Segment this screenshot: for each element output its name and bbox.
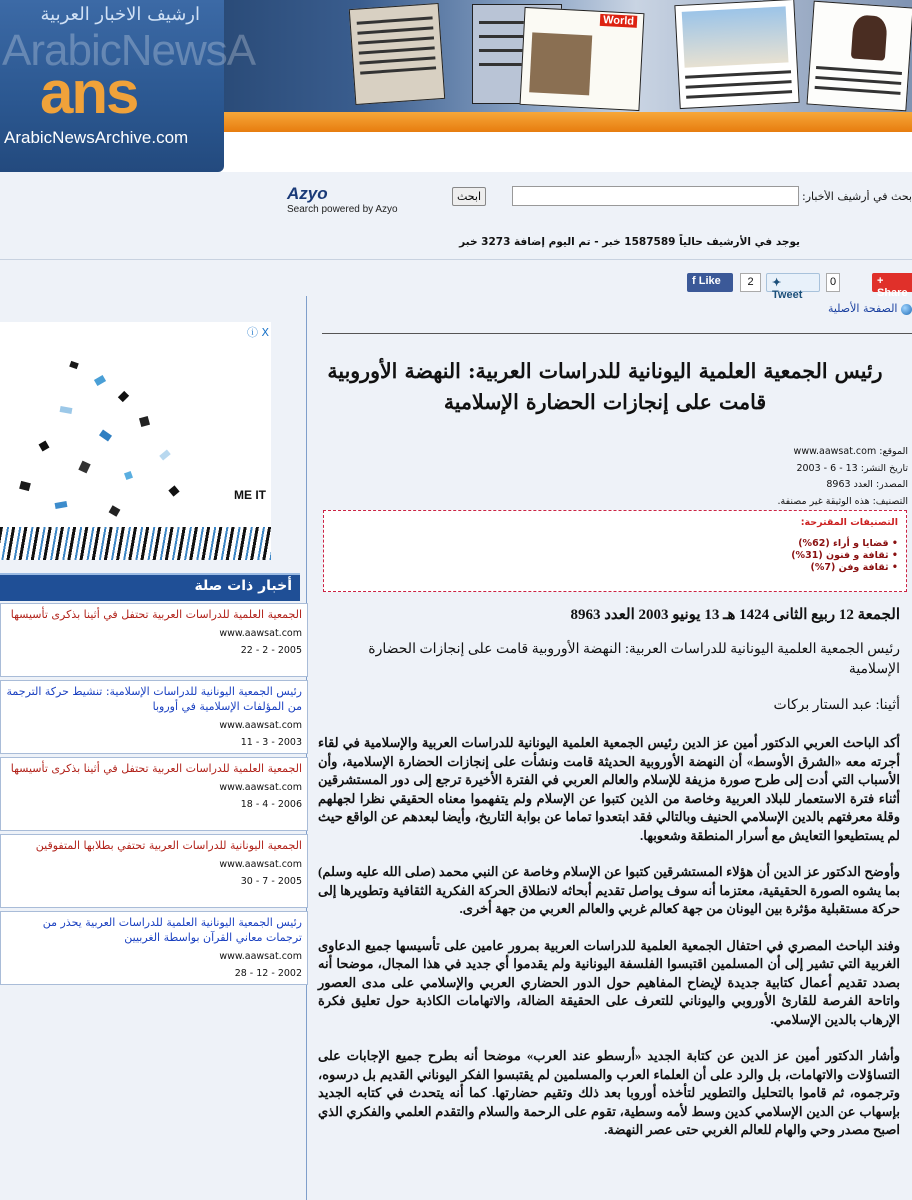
related-item-title[interactable]: الجمعية العلمية للدراسات العربية تحتفل في أثينا بذكرى تأسيسها <box>10 608 302 621</box>
article-paragraph: وأشار الدكتور أمين عز الدين عن كتابة الجديد «أرسطو عند العرب» موضحا أنه بطرح جميع الإجابات على التساؤلات والاتهامات، بل والرد على أن العلماء العرب والمسلمين لم يقتبسوا الفكر اليوناني القديم بل درسوه، وترجموه، ثم قاموا بالتحليل والتطوير لتأخذه أوروبا بعد ذلك وتقيم حضارتها. كما أنه يتحدث في كتابه الجديد بإسهاب عن الدين الإسلامي كدين وسط لأمه وسطية، تقوم على الرحمة والسلام والتقدم العلمي والفكري الذي اصبح مصدر وحي والهام للعالم الغربي حتى عصر النهضة. <box>318 1048 900 1137</box>
related-item-source: www.aawsat.com <box>219 782 302 793</box>
related-item-title[interactable]: الجمعية اليونانية للدراسات العربية تحتفي بطلابها المتفوقين <box>35 839 302 852</box>
ad-shard <box>94 375 106 386</box>
related-item-title[interactable]: الجمعية العلمية للدراسات العربية تحتفل في أثينا بذكرى تأسيسها <box>10 762 302 775</box>
header-divider <box>0 259 912 260</box>
azyo-logo-icon: Azyo <box>287 184 328 203</box>
meta-source: المصدر: العدد 8963 <box>826 479 908 490</box>
collage-world-label: World <box>600 14 638 28</box>
related-news-title: أخبار ذات صلة <box>0 573 300 601</box>
logo-url: ArabicNewsArchive.com <box>4 128 189 147</box>
share-button[interactable] <box>872 273 912 299</box>
related-item-date: 2005 - 2 - 22 <box>240 645 302 656</box>
original-page-label: الصفحة الأصلية <box>827 302 898 315</box>
related-item[interactable] <box>0 603 308 677</box>
tweet-button[interactable] <box>766 273 820 301</box>
related-item[interactable] <box>0 834 308 908</box>
logo-mark: ans <box>40 59 138 126</box>
collage-photo <box>682 6 789 67</box>
twitter-bird-icon: ✦ <box>772 277 782 289</box>
article-intro: رئيس الجمعية العلمية اليونانية للدراسات العربية: النهضة الأوروبية قامت على إنجازات الحضارة الإسلامية <box>368 642 900 677</box>
original-page-link[interactable] <box>800 302 912 315</box>
logo-watermark: ArabicNewsA <box>2 26 256 75</box>
suggested-tags-list <box>332 538 898 574</box>
article-body <box>318 602 900 1140</box>
ad-shard <box>19 481 31 491</box>
like-count: 2 <box>740 273 761 292</box>
related-item[interactable] <box>0 911 308 985</box>
ad-shard <box>159 449 171 460</box>
tag-item[interactable]: • ثقافة و فنون (31%) <box>332 550 898 562</box>
article-paragraph: وفند الباحث المصري في احتفال الجمعية العلمية للدراسات العربية بمرور عامين على تأسيسها جميع الدعاوى الغربية التي تشير إلى أن المسلمين اقتبسوا الفلسفة اليونانية ولم يقدموا أي جديد في هذا المجال، موضحا أنه بصدد تقديم أعمال كتابية جديدة لإيضاح المفاهيم حول الدور الحضاري العربي والإسلامي على مدى العصور واتاحة الفرصة للقارئ الأوروبي واليوناني للتعرف على الحقيقة الضالة، والاتهامات الكاذبة حول تعليق فكرة الإرهاب بالدين الإسلامي. <box>318 937 900 1027</box>
collage-clipping <box>674 0 799 109</box>
news-collage <box>222 0 912 130</box>
tag-item[interactable]: • قضايا و أراء (62%) <box>332 538 898 550</box>
article-top-rule <box>322 333 912 334</box>
search-input[interactable] <box>512 186 799 206</box>
ad-shard <box>109 505 121 516</box>
ad-shard <box>124 471 133 480</box>
ad-text: ME IT <box>234 488 266 502</box>
search-button[interactable]: ابحث <box>452 187 486 206</box>
share-label: Share <box>877 287 908 299</box>
ad-shard <box>39 441 50 452</box>
related-item-date: 2006 - 4 - 18 <box>240 799 302 810</box>
ad-close-icon[interactable]: ⓘ X <box>246 326 269 339</box>
article-paragraph: وأوضح الدكتور عز الدين أن هؤلاء المستشرقين كتبوا عن الإسلام وخاصة عن النبي محمد (صلى الله عليه وسلم) بما يشوه الصورة الحقيقية، معتزما أنه سوف يواصل تقديم أبحاثه لانطلاق الحركة الفكرية الثقافية وتطويرها إلى حركة مستقبلية مؤثرة بين اليونان من جهة كعالم غربي والعالم العربي من جهة أخرى. <box>318 864 900 916</box>
related-item-source: www.aawsat.com <box>219 720 302 731</box>
related-item-title[interactable]: رئيس الجمعية اليونانية العلمية للدراسات العربية يحذر من ترجمات معاني القرآن بواسطة الغربيين <box>42 916 302 944</box>
share-plus-icon: + <box>877 275 884 287</box>
search-label: بحث في أرشيف الأخبار: <box>802 190 912 203</box>
related-item[interactable] <box>0 680 308 754</box>
article-paragraph: أكد الباحث العربي الدكتور أمين عز الدين رئيس الجمعية العلمية اليونانية للدراسات العربية والإسلامية في لقاء أجرته معه «الشرق الأوسط» أن النهضة الأوروبية الحديثة قامت ونشأت على إنجازات الحضارة الإسلامية، وأن الأسباب التي أدت إلى طرح صورة مزيفة للإسلام والعالم العربي في الفترة الأخيرة ترجع إلى دور المستشرقين أثناء فترة الاستعمار للبلاد العربية وخاصة من الذين كتبوا عن الإسلام ولم يتفهموا معناه الحقيقي نظرا لجهلهم وقلة معرفتهم بالدين الإسلامي الحنيف وبالتالي فقد ابتعدوا تماما عن بوابة التاريخ، وأيضا لبعدهم عن الواقع حيث لم يستطيعوا التعايش مع أسرار المنطقة وشعوبها. <box>318 735 900 843</box>
ad-shard <box>99 429 112 441</box>
suggested-tags-title: التصنيفات المقترحة: <box>800 517 898 528</box>
related-item-date: 2002 - 12 - 28 <box>234 968 302 979</box>
globe-icon <box>901 304 912 315</box>
article-dateline: الجمعة 12 ربيع الثانى 1424 هـ 13 يونيو 2003 العدد 8963 <box>570 607 900 623</box>
related-item-date: 2003 - 3 - 11 <box>240 737 302 748</box>
suggested-tags-box <box>323 510 907 592</box>
ad-shard <box>55 501 68 509</box>
related-item-source: www.aawsat.com <box>219 951 302 962</box>
ad-rubble <box>0 527 271 560</box>
related-item-date: 2005 - 7 - 30 <box>240 876 302 887</box>
related-item-source: www.aawsat.com <box>219 859 302 870</box>
facebook-icon: f <box>692 275 699 287</box>
ad-shard <box>60 406 73 414</box>
ad-shard <box>118 391 129 402</box>
header-banner <box>0 0 912 172</box>
related-item[interactable] <box>0 757 308 831</box>
archive-count-text: يوجد في الأرشيف حالياً 1587589 خبر - تم اليوم إضافة 3273 خبر <box>459 236 800 248</box>
collage-clipping <box>806 1 912 112</box>
tag-item[interactable]: • ثقافة وفن (7%) <box>332 562 898 574</box>
meta-site: الموقع: www.aawsat.com <box>793 446 908 457</box>
article-author: أثينا: عبد الستار بركات <box>773 698 900 713</box>
logo-arabic-title: ارشيف الاخبار العربية <box>40 4 200 25</box>
collage-photo <box>529 32 592 95</box>
facebook-like-button[interactable] <box>687 273 733 292</box>
powered-by-text: Search powered by Azyo <box>287 204 398 215</box>
like-label: Like <box>698 275 721 287</box>
related-news-list <box>0 603 308 988</box>
tweet-label: Tweet <box>772 289 803 301</box>
meta-pub-date: تاريخ النشر: 13 - 6 - 2003 <box>796 462 908 474</box>
ad-shard <box>139 416 150 427</box>
site-logo[interactable] <box>0 0 256 172</box>
search-powered-by[interactable] <box>287 184 437 214</box>
ad-shard <box>78 461 90 474</box>
collage-clipping <box>349 3 445 105</box>
tweet-count: 0 <box>826 273 840 292</box>
article-title: رئيس الجمعية العلمية اليونانية للدراسات العربية: النهضة الأوروبية قامت على إنجازات الحضارة الإسلامية <box>327 359 883 414</box>
article-meta <box>560 444 908 510</box>
meta-classification: التصنيف: هذه الوثيقة غير مصنفة. <box>777 495 908 507</box>
related-item-title[interactable]: رئيس الجمعية اليونانية للدراسات الإسلامية: تنشيط حركة الترجمة من المؤلفات الإسلامية في أوروبا <box>6 685 302 713</box>
related-item-source: www.aawsat.com <box>219 628 302 639</box>
collage-clipping <box>520 7 645 111</box>
ad-shard <box>168 485 179 496</box>
ad-shard <box>69 361 79 369</box>
advertisement[interactable] <box>0 322 271 560</box>
header-accent-bar <box>222 112 912 132</box>
collage-photo <box>851 14 888 60</box>
